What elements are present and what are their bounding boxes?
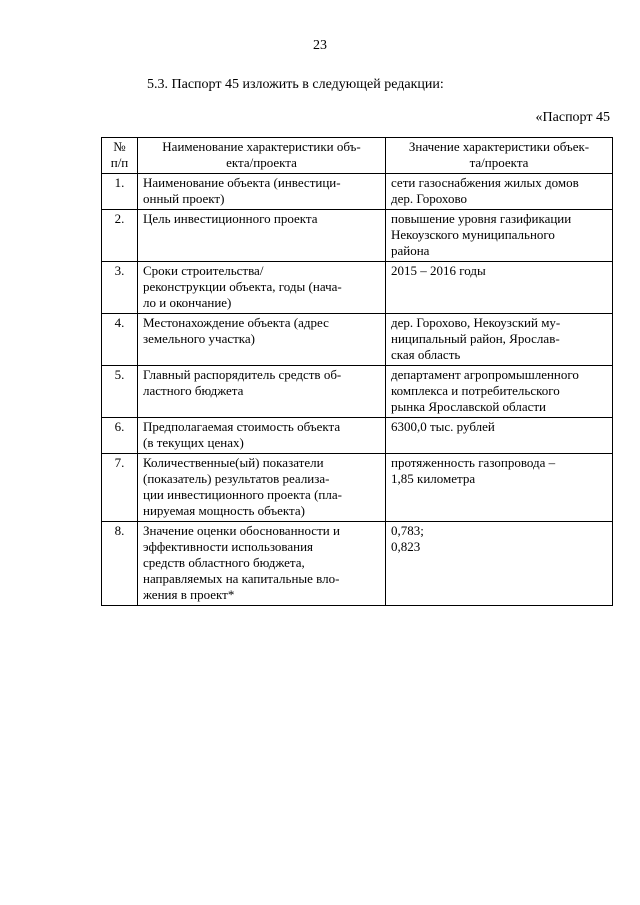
- row-name-line: Главный распорядитель средств об-: [143, 367, 342, 382]
- row-value-line: сети газоснабжения жилых домов: [391, 175, 579, 190]
- row-number: 7.: [102, 454, 138, 522]
- page-number: 23: [313, 38, 327, 53]
- table-row: [102, 454, 613, 522]
- row-value-line: 0,823: [391, 539, 421, 554]
- row-value-line: ниципальный район, Ярослав-: [391, 331, 560, 346]
- row-value: [386, 210, 613, 262]
- row-name-line: Цель инвестиционного проекта: [143, 211, 318, 226]
- row-value: [386, 314, 613, 366]
- row-value-line: департамент агропромышленного: [391, 367, 579, 382]
- row-number: 4.: [102, 314, 138, 366]
- header-characteristic-line: Наименование характеристики объ-: [162, 139, 361, 154]
- header-value-line: та/проекта: [469, 155, 529, 170]
- row-number: 6.: [102, 418, 138, 454]
- row-name: [138, 454, 386, 522]
- row-number: 5.: [102, 366, 138, 418]
- table-row: [102, 174, 613, 210]
- row-value-line: Некоузского муниципального: [391, 227, 555, 242]
- table-row: [102, 210, 613, 262]
- row-name-line: ло и окончание): [143, 295, 232, 310]
- row-name-line: жения в проект*: [143, 587, 235, 602]
- row-name-line: нируемая мощность объекта): [143, 503, 305, 518]
- row-value-line: рынка Ярославской области: [391, 399, 547, 414]
- row-name-line: (в текущих ценах): [143, 435, 244, 450]
- header-num-line: №: [113, 139, 126, 154]
- header-value: [386, 138, 613, 174]
- passport-table: [101, 137, 613, 606]
- row-name-line: Количественные(ый) показатели: [143, 455, 324, 470]
- row-value-line: 2015 – 2016 годы: [391, 263, 486, 278]
- row-value: [386, 454, 613, 522]
- row-value-line: комплекса и потребительского: [391, 383, 560, 398]
- row-value: [386, 522, 613, 606]
- row-name-line: Предполагаемая стоимость объекта: [143, 419, 341, 434]
- header-characteristic: [138, 138, 386, 174]
- row-name-line: ции инвестиционного проекта (пла-: [143, 487, 342, 502]
- row-name: [138, 522, 386, 606]
- table-row: [102, 314, 613, 366]
- row-value: [386, 174, 613, 210]
- intro-paragraph: 5.3. Паспорт 45 изложить в следующей редакции:: [147, 77, 444, 92]
- table-header-row: [102, 138, 613, 174]
- row-number: 2.: [102, 210, 138, 262]
- row-name-line: Сроки строительства/: [143, 263, 264, 278]
- row-name: [138, 314, 386, 366]
- header-num-line: п/п: [110, 155, 129, 170]
- row-value-line: дер. Горохово, Некоузский му-: [391, 315, 561, 330]
- row-name: [138, 366, 386, 418]
- table-row: [102, 522, 613, 606]
- row-name-line: Местонахождение объекта (адрес: [143, 315, 329, 330]
- row-value-line: ская область: [391, 347, 461, 362]
- header-value-line: Значение характеристики объек-: [408, 139, 590, 154]
- row-value-line: 1,85 километра: [391, 471, 476, 486]
- table-row: [102, 366, 613, 418]
- row-name: [138, 174, 386, 210]
- header-characteristic-line: екта/проекта: [226, 155, 297, 170]
- row-name: [138, 262, 386, 314]
- row-name-line: эффективности использования: [143, 539, 314, 554]
- row-value-line: повышение уровня газификации: [391, 211, 572, 226]
- table-row: [102, 418, 613, 454]
- row-name-line: (показатель) результатов реализа-: [143, 471, 330, 486]
- row-value-line: района: [391, 243, 430, 258]
- row-number: 3.: [102, 262, 138, 314]
- row-value: [386, 366, 613, 418]
- row-value-line: 0,783;: [391, 523, 424, 538]
- header-num: [102, 138, 138, 174]
- row-name-line: Значение оценки обоснованности и: [143, 523, 340, 538]
- passport-label: «Паспорт 45: [535, 110, 610, 125]
- row-name: [138, 418, 386, 454]
- row-value-line: протяженность газопровода –: [391, 455, 556, 470]
- row-value: [386, 262, 613, 314]
- row-name-line: Наименование объекта (инвестици-: [143, 175, 341, 190]
- row-value: [386, 418, 613, 454]
- row-value-line: дер. Горохово: [391, 191, 467, 206]
- row-name: [138, 210, 386, 262]
- row-name-line: земельного участка): [143, 331, 256, 346]
- row-value-line: 6300,0 тыс. рублей: [391, 419, 495, 434]
- row-number: 8.: [102, 522, 138, 606]
- row-name-line: средств областного бюджета,: [143, 555, 305, 570]
- row-name-line: ластного бюджета: [143, 383, 244, 398]
- table-row: [102, 262, 613, 314]
- row-number: 1.: [102, 174, 138, 210]
- row-name-line: направляемых на капитальные вло-: [143, 571, 340, 586]
- row-name-line: реконструкции объекта, годы (нача-: [143, 279, 342, 294]
- row-name-line: онный проект): [143, 191, 225, 206]
